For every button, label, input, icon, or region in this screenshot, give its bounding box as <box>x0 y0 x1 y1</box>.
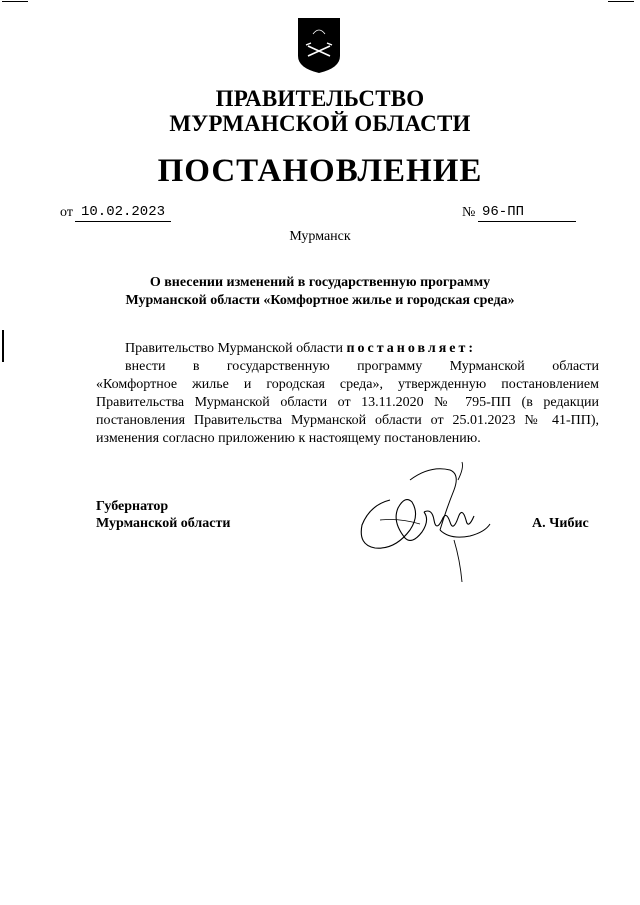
body-line-e: изменения согласно приложению к настоящему постановлению. <box>96 431 481 446</box>
intro-paragraph <box>125 340 599 358</box>
org-title-line2: МУРМАНСКОЙ ОБЛАСТИ <box>169 111 471 136</box>
body-line-c: Правительства Мурманской области от 13.11.2020 № 795-ПП (в редакции <box>96 395 599 410</box>
scan-edge-line <box>608 1 634 2</box>
intro-decree-word: постановляет: <box>346 341 477 356</box>
signatory-title-line2: Мурманской области <box>96 516 231 531</box>
city-name: Мурманск <box>289 229 351 244</box>
signatory-title-line1: Губернатор <box>96 499 169 514</box>
body-line-b: «Комфортное жилье и городская среда», утвержденную постановлением <box>96 377 599 392</box>
subject-line1: О внесении изменений в государственную программу <box>149 275 491 290</box>
number-label: № <box>462 205 476 220</box>
date-label: от <box>60 205 73 220</box>
handwritten-signature <box>350 460 500 585</box>
date-value: 10.02.2023 <box>75 203 171 222</box>
subject-line2: Мурманской области «Комфортное жилье и городская среда» <box>125 293 515 308</box>
body-line-a: внести в государственную программу Мурманской области <box>125 359 599 374</box>
document-type-title: ПОСТАНОВЛЕНИЕ <box>157 153 483 189</box>
coat-of-arms-icon <box>296 16 342 74</box>
number-value: 96-ПП <box>478 203 576 222</box>
signatory-name: А. Чибис <box>532 516 589 531</box>
intro-prefix: Правительство Мурманской области <box>125 341 347 356</box>
scan-edge-line <box>2 1 28 2</box>
body-line-d: постановления Правительства Мурманской области от 25.01.2023 № 41-ПП), <box>96 413 599 428</box>
org-title-line1: ПРАВИТЕЛЬСТВО <box>215 86 425 111</box>
scan-edge-mark <box>2 330 4 362</box>
